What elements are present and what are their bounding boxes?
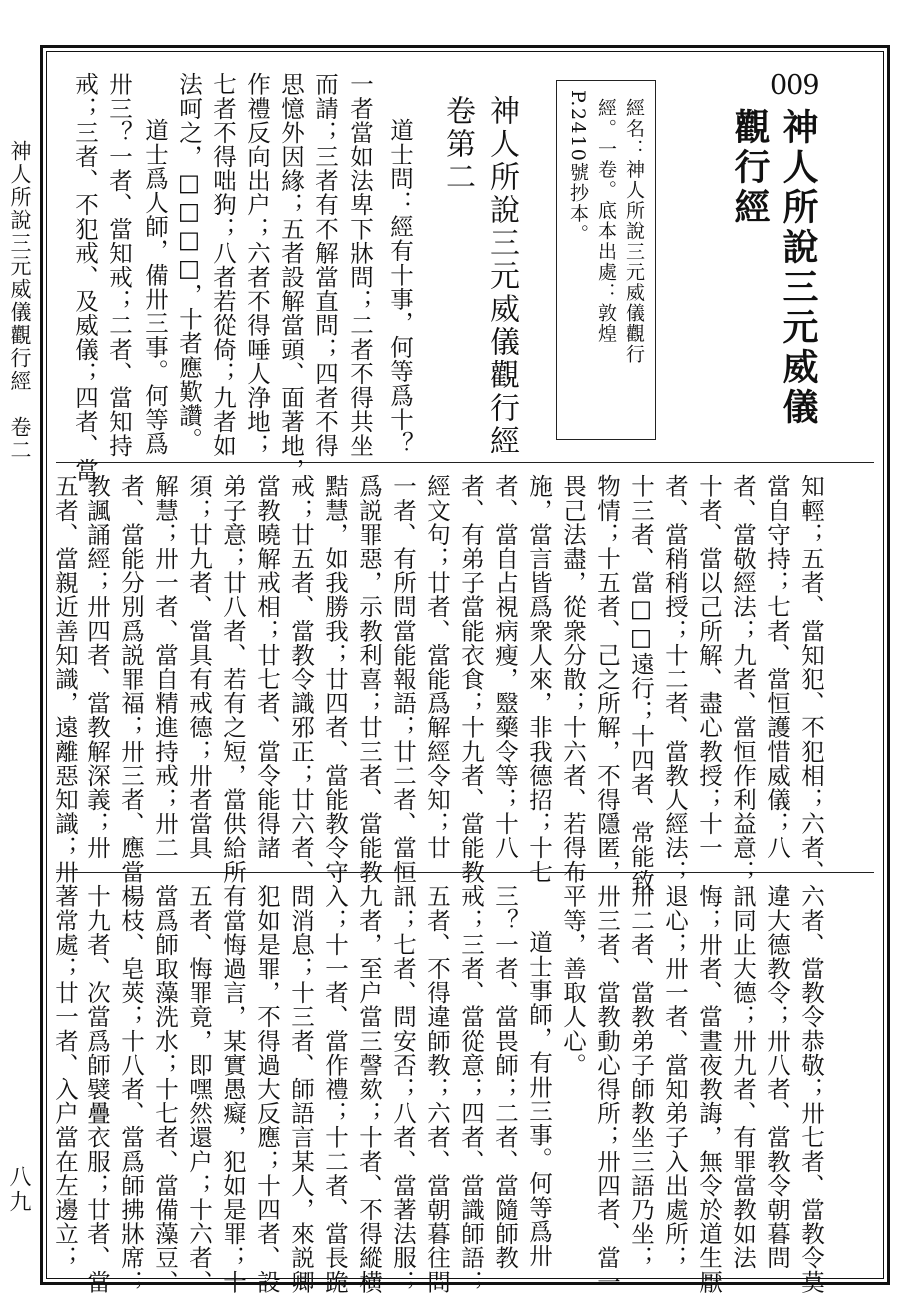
text-column: 平等，善取人心。 (559, 884, 587, 1077)
text-column: 訊；七者、問安否；八者、當著法服； (389, 884, 417, 1294)
text-column: 卅三者、當教動心得所；卅四者、當一 (593, 884, 621, 1294)
text-column: 三？一者、當畏師；二者、當隨師教 (491, 884, 519, 1270)
text-column: 有當悔過言，某實愚癡，犯如是罪；十 (219, 884, 247, 1294)
text-column: 犯如是罪，不得過大反應；十四者、設 (253, 884, 281, 1294)
text-column: 卅二者、當教弟子師教坐三語乃坐； (627, 884, 655, 1270)
text-column: 悔；卅者、當晝夜教誨，無令於道生厭 (695, 884, 723, 1294)
text-column: 一者當如法卑下牀問；二者不得共坐 (346, 72, 374, 458)
text-column: 十三者、當□□遠行；十四者、常能致 (627, 474, 655, 893)
sutra-title-line: 觀行經 (729, 108, 771, 228)
text-column: 者、當敬經法；九者、當恒作利益意； (729, 474, 757, 884)
text-column: 問消息；十三者、師語言某人，來説卿 (287, 884, 315, 1294)
text-column: 當自守持；七者、當恒護惜威儀；八 (763, 474, 791, 860)
text-column: 畏己法盡，從衆分散；十六者、若得布 (559, 474, 587, 884)
text-column: 道士事師，有卅三事。何等爲卅 (525, 930, 553, 1268)
juan-subtitle: 卷第二 (440, 95, 475, 194)
text-column: 弟子意；廿八者、若有之短，當供給所 (219, 474, 247, 884)
sutra-title-line: 神人所說三元威儀 (777, 108, 819, 428)
text-column: 者、當能分別爲説罪福；卅三者、應當 (117, 474, 145, 884)
text-column: 而請；三者有不解當直問；四者不得 (311, 72, 339, 458)
text-column: 施，當言皆爲衆人來，非我德招；十七 (525, 474, 553, 884)
text-column: 當教曉解戒相；廿七者、當令能得諸 (253, 474, 281, 860)
text-column: 戒；廿五者、當教令識邪正；廿六者、 (287, 474, 315, 884)
text-column: 道士爲人師，備卅三事。何等爲 (141, 118, 169, 456)
source-note-line: 經。一卷。底本出處：敦煌 (595, 98, 617, 344)
text-column: 教諷誦經；卅四者、當教解深義；卅 (83, 474, 111, 860)
text-column: 入；十一者、當作禮；十二者、當長跪 (321, 884, 349, 1294)
text-column: 五者、不得違師教；六者、當朝暮往問 (423, 884, 451, 1294)
page-number: 八九 (6, 1165, 31, 1215)
text-column: 卅三？一者、當知戒；二者、當知持 (105, 72, 133, 458)
text-column: 一者、有所問當能報語；廿二者、當恒 (389, 474, 417, 884)
juan-title: 神人所說三元威儀觀行經 (484, 95, 519, 458)
source-note-line: P.2410號抄本。 (567, 90, 589, 245)
text-column: 者、有弟子當能衣食；十九者、當能教 (457, 474, 485, 884)
text-column: 思憶外因緣；五者設解當頭、面著地， (277, 72, 305, 482)
text-column: 十者、當以己所解、盡心教授；十一 (695, 474, 723, 860)
text-column: 楊枝、皂莢；十八者、當爲師拂牀席； (117, 884, 145, 1294)
text-column: 作禮反向出户；六者不得唾人浄地； (243, 72, 271, 458)
text-column: 違大德教令；卅八者、當教令朝暮問 (763, 884, 791, 1270)
text-column: 戒；三者、當從意；四者、當識師語； (457, 884, 485, 1294)
running-title: 神人所說三元威儀觀行經 卷二 (8, 140, 32, 462)
text-column: 當爲師取藻洗水；十七者、當備藻豆、 (151, 884, 179, 1294)
text-column: 經文句；廿者、當能爲解經令知；廿 (423, 474, 451, 860)
text-column: 解慧；卅一者、當自精進持戒；卅二 (151, 474, 179, 860)
text-column: 五者、當親近善知識，遠離惡知識；卅 (51, 474, 79, 884)
text-column: 著常處；廿一者、入户當在左邊立； (51, 884, 79, 1270)
text-column: 者、當稍稍授；十二者、當教人經法； (661, 474, 689, 884)
text-column: 戒；三者、不犯戒、及威儀；四者、當 (71, 72, 99, 482)
text-column: 十九者、次當爲師襞疊衣服；廿者、當 (83, 884, 111, 1294)
text-column: 者、當自占視病瘦，毉藥令等；十八 (491, 474, 519, 860)
text-column: 退心；卅一者、當知弟子入出處所； (661, 884, 689, 1270)
text-column: 黠慧，如我勝我；廿四者、當能教令守 (321, 474, 349, 884)
text-column: 五者、悔罪竟，即嘿然還户；十六者、 (185, 884, 213, 1294)
text-column: 爲説罪惡，示教利喜；廿三者、當能教 (355, 474, 383, 884)
text-column: 九者，至户當三謦欬；十者、不得縱横 (355, 884, 383, 1294)
text-column: 須；廿九者、當具有戒德；卅者當具 (185, 474, 213, 860)
text-column: 七者不得咄狗；八者若從倚；九者如 (209, 72, 237, 458)
section-divider (56, 462, 874, 463)
text-column: 物情；十五者、己之所解，不得隱匿， (593, 474, 621, 884)
text-column: 知輕；五者、當知犯、不犯相；六者、 (797, 474, 825, 884)
text-column: 六者、當教令恭敬；卅七者、當教令莫 (797, 884, 825, 1294)
text-column: 道士問：經有十事，何等爲十？ (386, 118, 414, 456)
text-column: 法呵之，□□□□，十者應歎讚。 (175, 72, 203, 452)
text-column: 訊同止大德；卅九者、有罪當教如法 (729, 884, 757, 1270)
sutra-number: 009 (770, 70, 819, 101)
source-note-line: 經名：神人所說三元威儀觀行 (623, 98, 645, 365)
